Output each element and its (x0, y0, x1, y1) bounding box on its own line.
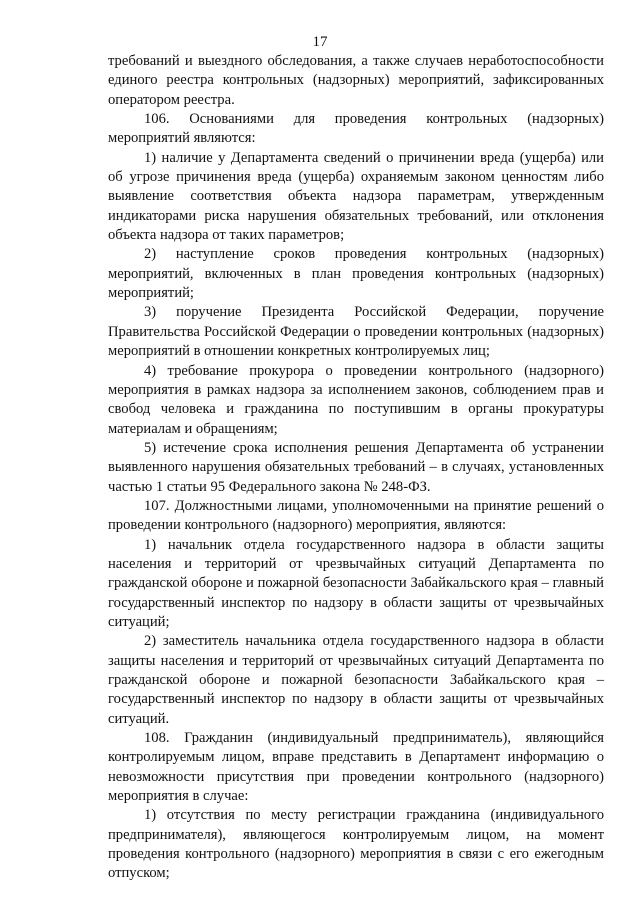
paragraph-continuation: требований и выездного обследования, а также случаев неработоспособности единого реестра контрольных (надзорных) мероприятий, зафиксированных оператором реестра. (108, 53, 604, 108)
paragraph-106: 106. Основаниями для проведения контрольных (надзорных) мероприятий являются: (108, 111, 604, 147)
paragraph-106-item-3: 3) поручение Президента Российской Федерации, поручение Правительства Российской Федерации о проведении контрольных (надзорных) мероприятий в отношении конкретных контролируемых лиц; (108, 304, 604, 360)
paragraph-107: 107. Должностными лицами, уполномоченными на принятие решений о проведении контрольного (надзорного) мероприятия, являются: (108, 497, 604, 534)
paragraph-106-item-1: 1) наличие у Департамента сведений о причинении вреда (ущерба) или об угрозе причинения вреда (ущерба) охраняемым законом ценностям либо выявление соответствия объекта надзора параметрам, утвержденным индикаторами риска нарушения обязательных требований, или отклонения объекта надзора от таких параметров; (108, 149, 604, 244)
paragraph-107-item-1: 1) начальник отдела государственного надзора в области защиты населения и территорий от чрезвычайных ситуаций Департамента по гражданской обороне и пожарной безопасности Забайкальского края – главный государственный инспектор по надзору в области защиты от чрезвычайных ситуаций; (108, 536, 604, 630)
paragraph-107-item-2: 2) заместитель начальника отдела государственного надзора в области защиты населения и территорий от чрезвычайных ситуаций Департамента по гражданской обороне и пожарной безопасности Забайкальского края – государственный инспектор по надзору в области защиты от чрезвычайных ситуаций. (108, 633, 604, 727)
paragraph-108-item-1: 1) отсутствия по месту регистрации гражданина (индивидуального предпринимателя), являющегося контролируемым лицом, на момент проведения контрольного (надзорного) мероприятия в связи с его ежегодным отпуском; (108, 807, 604, 882)
paragraph-106-item-4: 4) требование прокурора о проведении контрольного (надзорного) мероприятия в рамках надзора за исполнением законов, соблюдением прав и свобод человека и гражданина по поступившим в органы прокуратуры материалам и обращениям; (108, 362, 604, 437)
paragraph-106-item-2: 2) наступление сроков проведения контрольных (надзорных) мероприятий, включенных в план проведения контрольных (надзорных) мероприятий; (108, 246, 604, 302)
paragraph-106-item-5: 5) истечение срока исполнения решения Департамента об устранении выявленного нарушения обязательных требований – в случаях, установленных частью 1 статьи 95 Федерального закона № 248-ФЗ. (108, 439, 604, 495)
paragraph-108: 108. Гражданин (индивидуальный предприниматель), являющийся контролируемым лицом, вправе представить в Департамент информацию о невозможности присутствия при проведении контрольного (надзорного) мероприятия в случае: (108, 730, 604, 805)
page-number: 17 (312, 34, 328, 50)
document-body (108, 52, 604, 884)
